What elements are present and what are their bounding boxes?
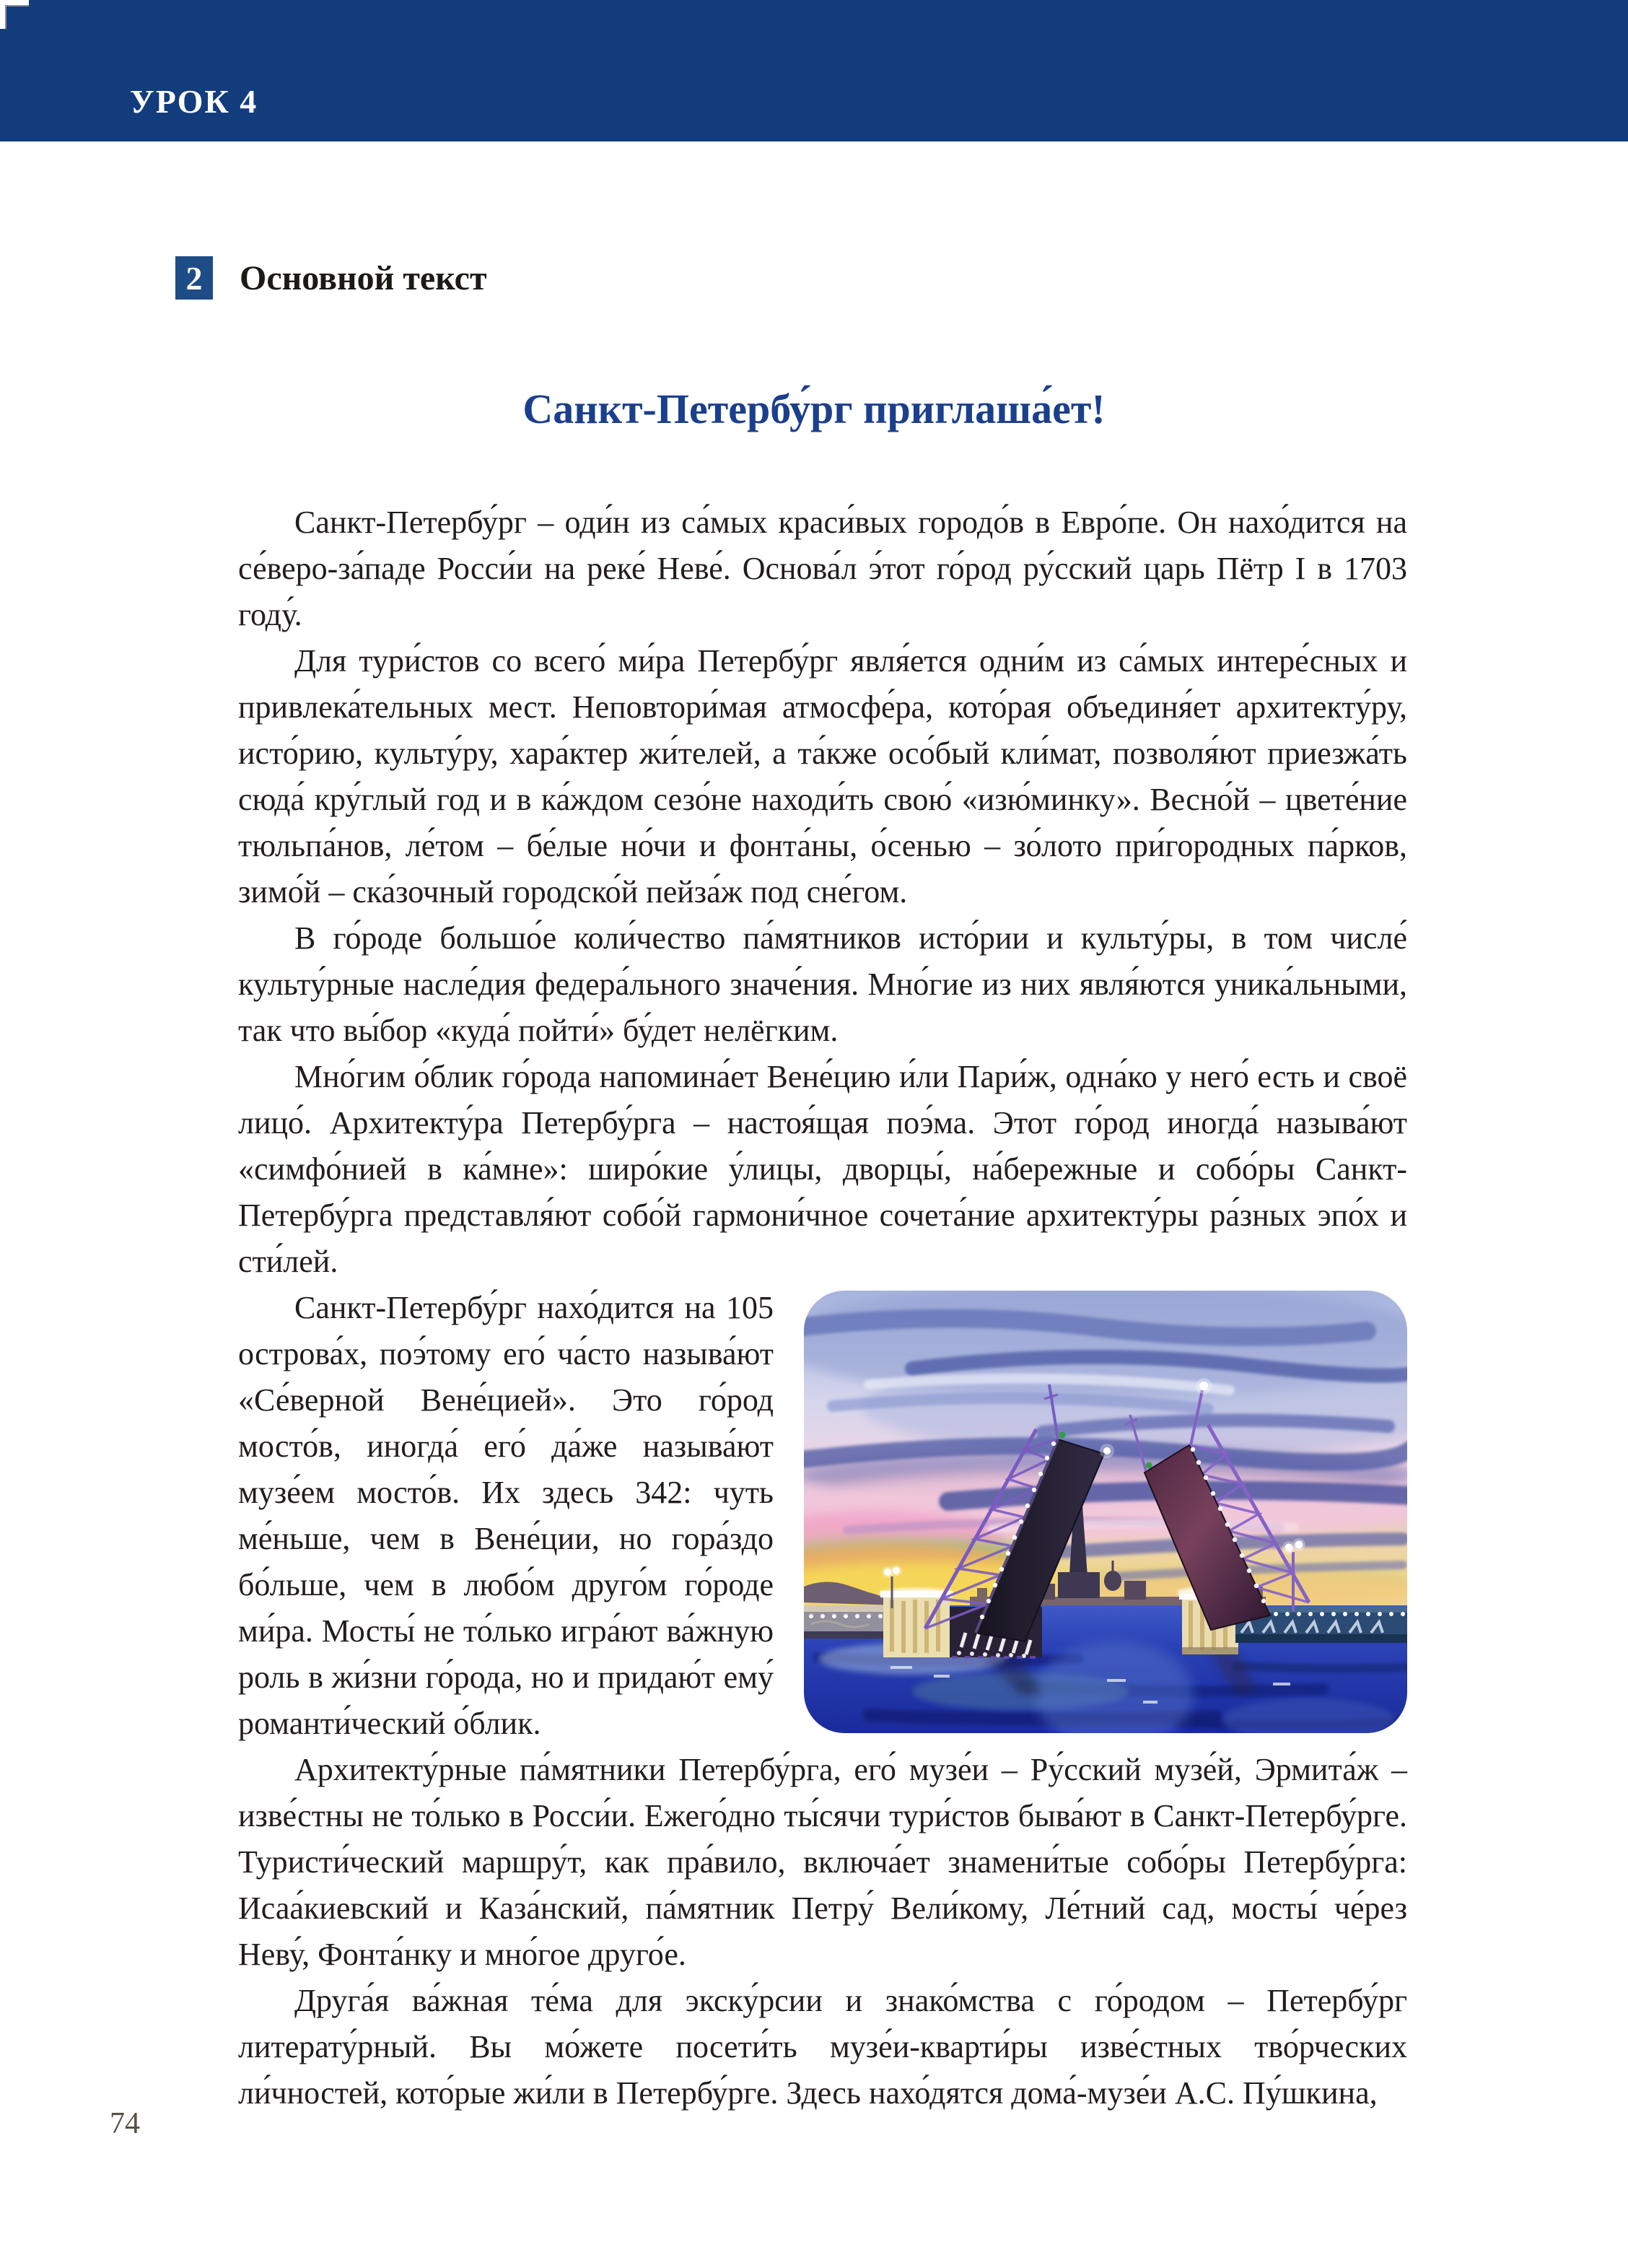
paragraph: Санкт-Петербу́рг – оди́н из са́мых краси́вых городо́в в Евро́пе. Он нахо́дится на се́веро-за́паде Росси́и на реке́ Неве́. Основа́л э́тот го́род ру́сский царь Пётр I в 1703 году́. (238, 505, 1407, 632)
paragraph: Санкт-Петербу́рг нахо́дится на 105 острова́х, поэ́тому его́ ча́сто называ́ют «Се́верной Вене́цией». Это го́род мосто́в, иногда́ его́ да́же называ́ют музе́ем мосто́в. Их здесь 342: чуть ме́ньше, чем в Вене́ции, но гора́здо бо́льше, чем в любо́м друго́м го́роде ми́ра. Мосты́ не то́лько игра́ют ва́жную роль в жи́зни го́рода, но и придаю́т ему́ романти́ческий о́блик. (238, 1290, 774, 1741)
section-marker (175, 256, 1628, 300)
paragraph: Друга́я ва́жная те́ма для экску́рсии и знако́мства с го́родом – Петербу́рг литерату́рный. Вы мо́жете посети́ть музе́и-кварти́ры изве́стных тво́рческих ли́чностей, кото́рые жи́ли в Петербу́рге. Здесь нахо́дятся дома́-музе́и А.С. Пу́шкина, (238, 1983, 1407, 2111)
article-title: Санкт-Петербу́рг приглаша́ет! (522, 385, 1106, 432)
corner-crop-mark-icon (0, 0, 33, 33)
section-title: Основной текст (240, 258, 487, 297)
page-number: 74 (110, 2107, 140, 2140)
palace-bridge-watercolor-illustration (804, 1291, 1407, 1733)
paragraph: Мно́гим о́блик го́рода напомина́ет Вене́цию и́ли Пари́ж, одна́ко у него́ есть и своё лицо́. Архитекту́ра Петербу́рга – настоя́щая поэ́ма. Этот го́род иногда́ называ́ют «симфо́нией в ка́мне»: широ́кие у́лицы, дворцы́, на́бережные и собо́ры Санкт-Петербу́рга представля́ют собо́й гармони́чное сочета́ние архитекту́ры ра́зных эпо́х и сти́лей. (238, 1059, 1407, 1279)
paragraph: В го́роде большо́е коли́чество па́мятников исто́рии и культу́ры, в том числе́ культу́рные насле́дия федера́льного значе́ния. Мно́гие из них явля́ются уника́льными, так что вы́бор «куда́ пойти́» бу́дет нелёгким. (238, 920, 1407, 1048)
paragraph: Для тури́стов со всего́ ми́ра Петербу́рг явля́ется одни́м из са́мых интере́сных и привлека́тельных мест. Неповтори́мая атмосфе́ра, кото́рая объединя́ет архитекту́ру, исто́рию, культу́ру, хара́ктер жи́телей, а та́кже осо́бый кли́мат, позволя́ют приезжа́ть сюда́ кру́глый год и в ка́ждом сезо́не находи́ть свою́ «изю́минку». Весно́й – цвете́ние тюльпа́нов, ле́том – бе́лые но́чи и фонта́ны, о́сенью – зо́лото при́городных па́рков, зимо́й – ска́зочный городско́й пейза́ж под сне́гом. (238, 643, 1407, 910)
article-body (238, 500, 1407, 2116)
paragraph: Архитекту́рные па́мятники Петербу́рга, его́ музе́и – Ру́сский музе́й, Эрмита́ж – изве́стны не то́лько в Росси́и. Ежего́дно ты́сячи тури́стов быва́ют в Санкт-Петербу́рге. Туристи́ческий маршру́т, как пра́вило, включа́ет знамени́тые собо́ры Петербу́рга: Исаа́киевский и Каза́нский, па́мятник Петру́ Вели́кому, Ле́тний сад, мосты́ че́рез Неву́, Фонта́нку и мно́гое друго́е. (238, 1752, 1407, 1972)
section-number-badge: 2 (175, 256, 213, 300)
lesson-label: УРОК 4 (130, 83, 258, 120)
lesson-header (0, 0, 1628, 141)
